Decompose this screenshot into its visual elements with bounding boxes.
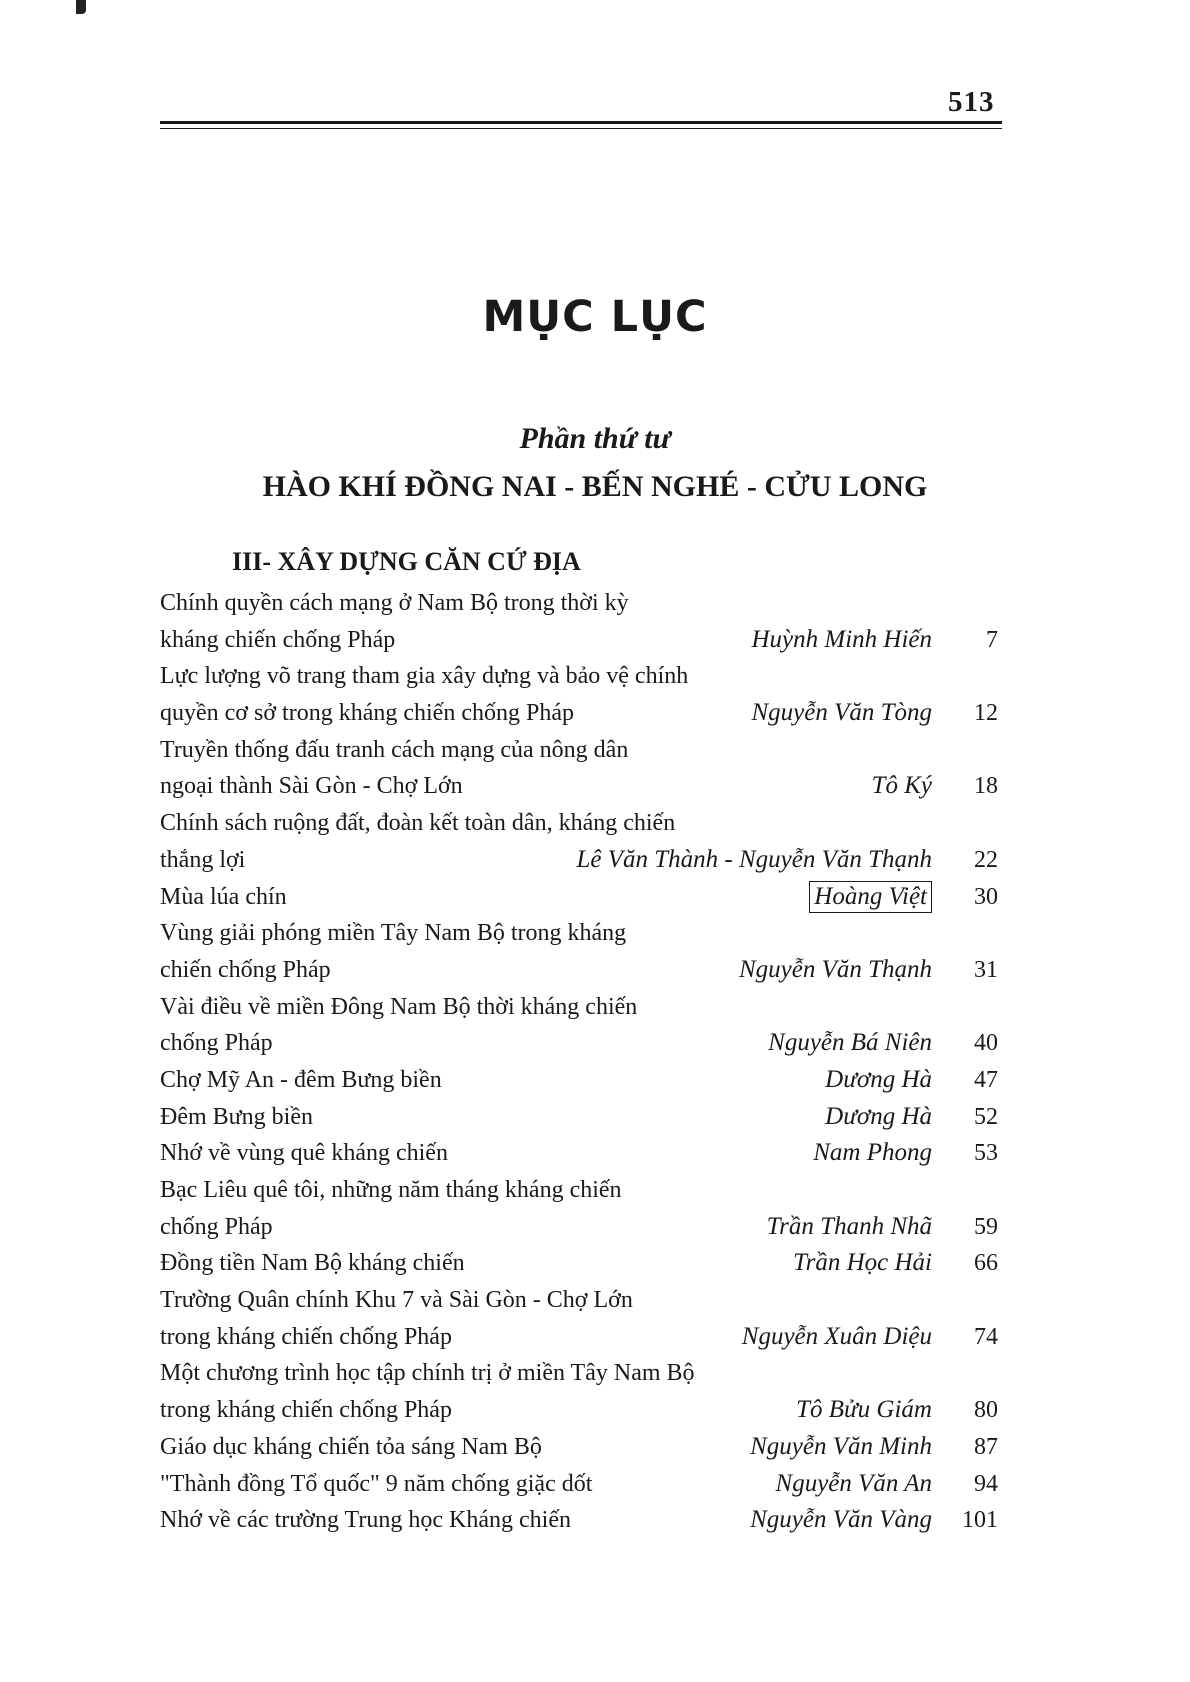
toc-entry-title: chống Pháp xyxy=(160,1213,273,1240)
toc-entry-author: Lê Văn Thành - Nguyễn Văn Thạnh xyxy=(576,845,932,873)
toc-entry-page: 31 xyxy=(974,956,998,983)
toc-entry-author: Nguyễn Văn An xyxy=(775,1469,932,1497)
toc-entry xyxy=(160,695,998,732)
toc-entry-page: 47 xyxy=(974,1066,998,1093)
toc-entry xyxy=(160,1245,998,1282)
toc-entry-page: 66 xyxy=(974,1250,998,1277)
toc-entry xyxy=(160,1392,998,1429)
toc-entry-author: Trần Thanh Nhã xyxy=(766,1212,932,1240)
toc-entry-title: Lực lượng võ trang tham gia xây dựng và bảo vệ chính xyxy=(160,663,689,690)
part-title: HÀO KHÍ ĐỒNG NAI - BẾN NGHÉ - CỬU LONG xyxy=(262,470,928,503)
toc-entry-author: Nguyễn Văn Tòng xyxy=(751,699,932,727)
toc-entry-line xyxy=(160,1355,998,1392)
toc-entry xyxy=(160,952,998,989)
toc-entry-title: Vùng giải phóng miền Tây Nam Bộ trong kháng xyxy=(160,920,627,947)
toc-entry-author: Tô Ký xyxy=(871,772,932,800)
toc-entry-author: Nguyễn Xuân Diệu xyxy=(741,1322,932,1350)
toc-entry-author: Nguyễn Văn Thạnh xyxy=(738,955,932,983)
toc-entry-title: Truyền thống đấu tranh cách mạng của nông dân xyxy=(160,736,629,763)
toc-entry-page: 74 xyxy=(974,1323,998,1350)
section-heading: III- XÂY DỰNG CĂN CỨ ĐỊA xyxy=(232,547,581,576)
toc-entry-title: Vài điều về miền Đông Nam Bộ thời kháng chiến xyxy=(160,993,638,1020)
toc-entry-title: Đồng tiền Nam Bộ kháng chiến xyxy=(160,1250,465,1277)
toc-entry xyxy=(160,1135,998,1172)
toc-entry-page: 22 xyxy=(974,846,998,873)
toc-entry-page: 30 xyxy=(974,883,998,910)
toc-entry xyxy=(160,1099,998,1136)
header-rule-thin xyxy=(160,128,1002,129)
toc-entry-line xyxy=(160,805,998,842)
toc-entry-title: "Thành đồng Tổ quốc" 9 năm chống giặc dốt xyxy=(160,1470,593,1497)
toc-entry-title: chiến chống Pháp xyxy=(160,956,331,983)
toc-entry-title: Giáo dục kháng chiến tỏa sáng Nam Bộ xyxy=(160,1433,542,1460)
toc-entry-title: Chính sách ruộng đất, đoàn kết toàn dân, kháng chiến xyxy=(160,810,676,837)
toc-entry xyxy=(160,1429,998,1466)
toc-entry-line xyxy=(160,658,998,695)
toc-entry-title: thắng lợi xyxy=(160,846,246,873)
toc-entry-line xyxy=(160,585,998,622)
toc-entry-page: 80 xyxy=(974,1397,998,1424)
toc-entry-page: 53 xyxy=(974,1140,998,1167)
toc-entry-title: Chính quyền cách mạng ở Nam Bộ trong thời kỳ xyxy=(160,590,629,616)
toc-entry-page: 7 xyxy=(986,626,998,653)
toc-entry-page: 87 xyxy=(974,1433,998,1460)
toc-entry-page: 12 xyxy=(974,700,998,727)
toc-entry-page: 59 xyxy=(974,1213,998,1240)
toc-entry xyxy=(160,1209,998,1246)
toc-entry-author: Huỳnh Minh Hiến xyxy=(751,625,932,653)
toc-entry-title: trong kháng chiến chống Pháp xyxy=(160,1323,452,1350)
toc-entry xyxy=(160,1025,998,1062)
toc-entry-author: Nam Phong xyxy=(813,1139,932,1167)
toc-entry-title: trong kháng chiến chống Pháp xyxy=(160,1397,452,1424)
toc-entry-title: Nhớ về vùng quê kháng chiến xyxy=(160,1140,448,1167)
page-title: MỤC LỤC xyxy=(482,292,708,342)
toc-entry-line xyxy=(160,989,998,1026)
toc-entry xyxy=(160,768,998,805)
toc-entry-author: Nguyễn Văn Vàng xyxy=(750,1506,932,1534)
toc-entry xyxy=(160,1319,998,1356)
toc-entry-page: 40 xyxy=(974,1030,998,1057)
toc-entry-page: 94 xyxy=(974,1470,998,1497)
toc-entry-title: quyền cơ sở trong kháng chiến chống Pháp xyxy=(160,700,574,727)
page-number: 513 xyxy=(948,86,995,118)
toc-entry-title: Một chương trình học tập chính trị ở miền Tây Nam Bộ xyxy=(160,1360,695,1387)
toc-entry-title: Nhớ về các trường Trung học Kháng chiến xyxy=(160,1507,571,1534)
toc-entry-line xyxy=(160,1172,998,1209)
scan-corner-mark xyxy=(76,0,86,14)
toc-entry-author: Nguyễn Bá Niên xyxy=(768,1029,932,1057)
toc-entry-title: kháng chiến chống Pháp xyxy=(160,626,396,653)
toc-entry-author: Dương Hà xyxy=(825,1065,932,1093)
toc-entry-page: 52 xyxy=(974,1103,998,1130)
toc-entry-title: Đêm Bưng biền xyxy=(160,1103,313,1130)
table-of-contents xyxy=(160,585,998,1539)
toc-entry xyxy=(160,1502,998,1539)
toc-entry xyxy=(160,622,998,659)
toc-entry-line xyxy=(160,1282,998,1319)
toc-entry-author: Tô Bửu Giám xyxy=(796,1396,932,1424)
toc-entry-page: 101 xyxy=(962,1507,998,1534)
toc-entry-author: Nguyễn Văn Minh xyxy=(750,1432,932,1460)
toc-entry-title: Chợ Mỹ An - đêm Bưng biền xyxy=(160,1066,442,1093)
part-label: Phần thứ tư xyxy=(519,422,671,455)
toc-entry xyxy=(160,1466,998,1503)
toc-entry-author: Hoàng Việt xyxy=(809,881,932,913)
toc-entry-author: Dương Hà xyxy=(825,1102,932,1130)
toc-entry xyxy=(160,879,998,916)
toc-entry xyxy=(160,842,998,879)
toc-entry-line xyxy=(160,732,998,769)
toc-entry-page: 18 xyxy=(974,773,998,800)
toc-entry-author: Trần Học Hải xyxy=(793,1249,932,1277)
toc-entry-title: Bạc Liêu quê tôi, những năm tháng kháng chiến xyxy=(160,1177,622,1203)
header-rule-thick xyxy=(160,121,1002,124)
toc-entry xyxy=(160,1062,998,1099)
toc-entry-title: Mùa lúa chín xyxy=(160,883,287,910)
toc-entry-title: chống Pháp xyxy=(160,1030,273,1057)
toc-entry-line xyxy=(160,915,998,952)
toc-entry-title: Trường Quân chính Khu 7 và Sài Gòn - Chợ Lớn xyxy=(160,1287,633,1314)
toc-entry-title: ngoại thành Sài Gòn - Chợ Lớn xyxy=(160,773,463,800)
